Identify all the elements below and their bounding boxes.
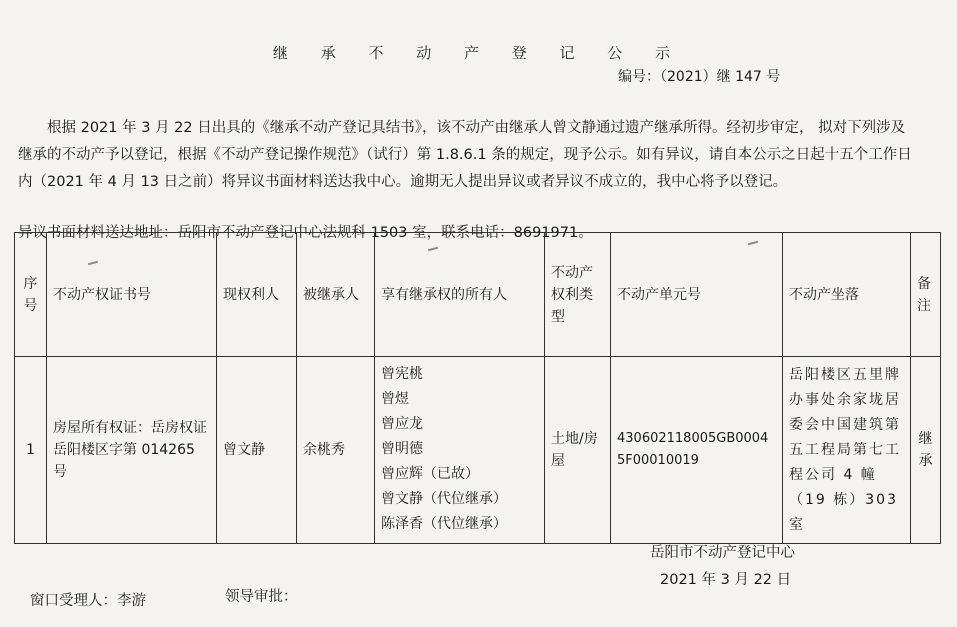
issue-date: 2021 年 3 月 22 日 [660, 572, 792, 588]
table-row [15, 357, 941, 544]
heir-item: 曾应辉（已故） [381, 465, 479, 482]
row-location: 岳阳楼区五里牌办事处余家垅居委会中国建筑第五工程局第七工程公司 4 幢（19 栋）303 室 [783, 357, 911, 544]
row-index: 1 [15, 357, 47, 544]
heir-item: 曾明德 [381, 440, 423, 457]
row-unit-no: 430602118005GB00045F00010019 [611, 357, 783, 544]
document-number: 编号：（2021）继 147 号 [618, 69, 781, 85]
header-right-type: 不动产权利类型 [545, 233, 611, 357]
header-owner: 现权利人 [217, 233, 297, 357]
row-note: 继承 [911, 357, 941, 544]
header-location: 不动产坐落 [783, 233, 911, 357]
heir-item: 曾宪桃 [381, 365, 423, 382]
page-title: 继 承 不 动 产 登 记 公 示 [272, 44, 685, 62]
row-heirs [375, 357, 545, 544]
row-certificate: 房屋所有权证：岳房权证岳阳楼区字第 014265 号 [47, 357, 217, 544]
row-deceased: 余桃秀 [297, 357, 375, 544]
objection-address: 异议书面材料送达地址：岳阳市不动产登记中心法规科 1503 室，联系电话：8691971。 [18, 225, 593, 241]
heir-item: 曾文静（代位继承） [381, 490, 507, 507]
registration-table [14, 232, 941, 544]
issuing-organization: 岳阳市不动产登记中心 [650, 545, 795, 561]
leader-approval: 领导审批： [225, 589, 298, 605]
row-owner: 曾文静 [217, 357, 297, 544]
header-index: 序号 [15, 233, 47, 357]
row-right-type: 土地/房屋 [545, 357, 611, 544]
header-deceased: 被继承人 [297, 233, 375, 357]
header-note: 备注 [911, 233, 941, 357]
heir-item: 陈泽香（代位继承） [381, 515, 507, 532]
window-handler: 窗口受理人：李游 [30, 593, 146, 609]
heir-item: 曾应龙 [381, 415, 423, 432]
header-heirs: 享有继承权的所有人 [375, 233, 545, 357]
notice-paragraph: 根据 2021 年 3 月 22 日出具的《继承不动产登记具结书》，该不动产由继承人曾文静通过遗产继承所得。经初步审定， 拟对下列涉及继承的不动产予以登记，根据《不动产登记操作规范》（试行）第 1.8.6.1 条的规定，现予公示。如有异议，请自本公示之日起十五个工作日内（2021 年 4 月 13 日之前）将异议书面材料送达我中心。逾期无人提出异议或者异议不成立的，我中心将予以登记。 [18, 120, 912, 190]
heir-item: 曾煜 [381, 390, 409, 407]
table-header-row [15, 233, 941, 357]
header-unit-no: 不动产单元号 [611, 233, 783, 357]
header-certificate: 不动产权证书号 [47, 233, 217, 357]
